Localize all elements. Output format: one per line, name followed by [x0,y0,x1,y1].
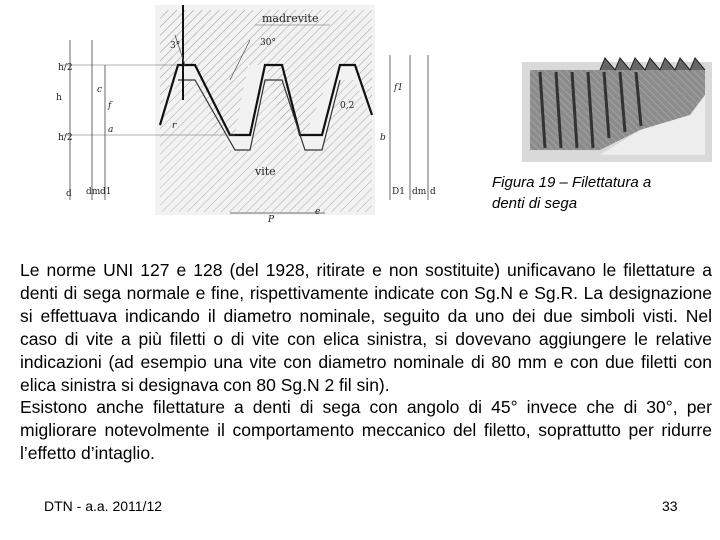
label-f1: f1 [394,83,404,93]
label-d: d [66,189,72,199]
label-dm: dm [86,187,101,197]
paragraph-1: Le norme UNI 127 e 128 (del 1928, ritirate e non sostituite) unificavano le filettature a denti di sega normale e fine, rispettivamente indicate con Sg.N e Sg.R. La designazione si effettuava indicando il diametro nominale, seguito da uno dei due simboli visti. Nel caso di vite a più filetti o di vite con elica sinistra, si dovevano aggiungere le relative indicazioni (ad esempio una vite con diametro nominale di 80 mm e con due filetti con elica sinistra si designava con 80 Sg.N 2 fil sin). [20,260,712,395]
body-text [20,259,712,465]
label-a: a [108,125,114,135]
label-angle-30: 30° [260,38,276,48]
label-vite: vite [255,165,276,178]
threaded-part-photo [522,58,712,162]
label-b: b [380,133,386,143]
label-0-2: 0,2 [340,101,355,111]
label-e: e [315,207,321,217]
paragraph-2: Esistono anche filettature a denti di sega con angolo di 45° invece che di 30°, per migliorare notevolmente il comportamento meccanico del filetto, soprattutto per ridurre l’effetto d’intaglio. [20,397,712,464]
label-h: h [56,93,62,103]
label-D1: D1 [392,187,405,197]
screw-section [160,80,372,212]
figure-caption [492,172,712,214]
label-D: d [430,187,436,197]
label-c: c [97,85,103,95]
label-f: f [108,101,112,111]
label-P: P [268,215,275,225]
label-d1: d1 [100,187,112,197]
label-r: r [172,121,177,131]
label-h-half-top: h/2 [58,63,73,73]
caption-line-1: Figura 19 – Filettatura a [492,174,652,191]
caption-line-2: denti di sega [492,195,578,212]
label-Dm: dm [412,187,427,197]
label-angle-3: 3° [170,41,181,51]
footer-course: DTN - a.a. 2011/12 [44,498,163,514]
label-h-half-bottom: h/2 [58,133,73,143]
label-madrevite: madrevite [262,12,319,25]
footer-page-number: 33 [662,498,678,514]
